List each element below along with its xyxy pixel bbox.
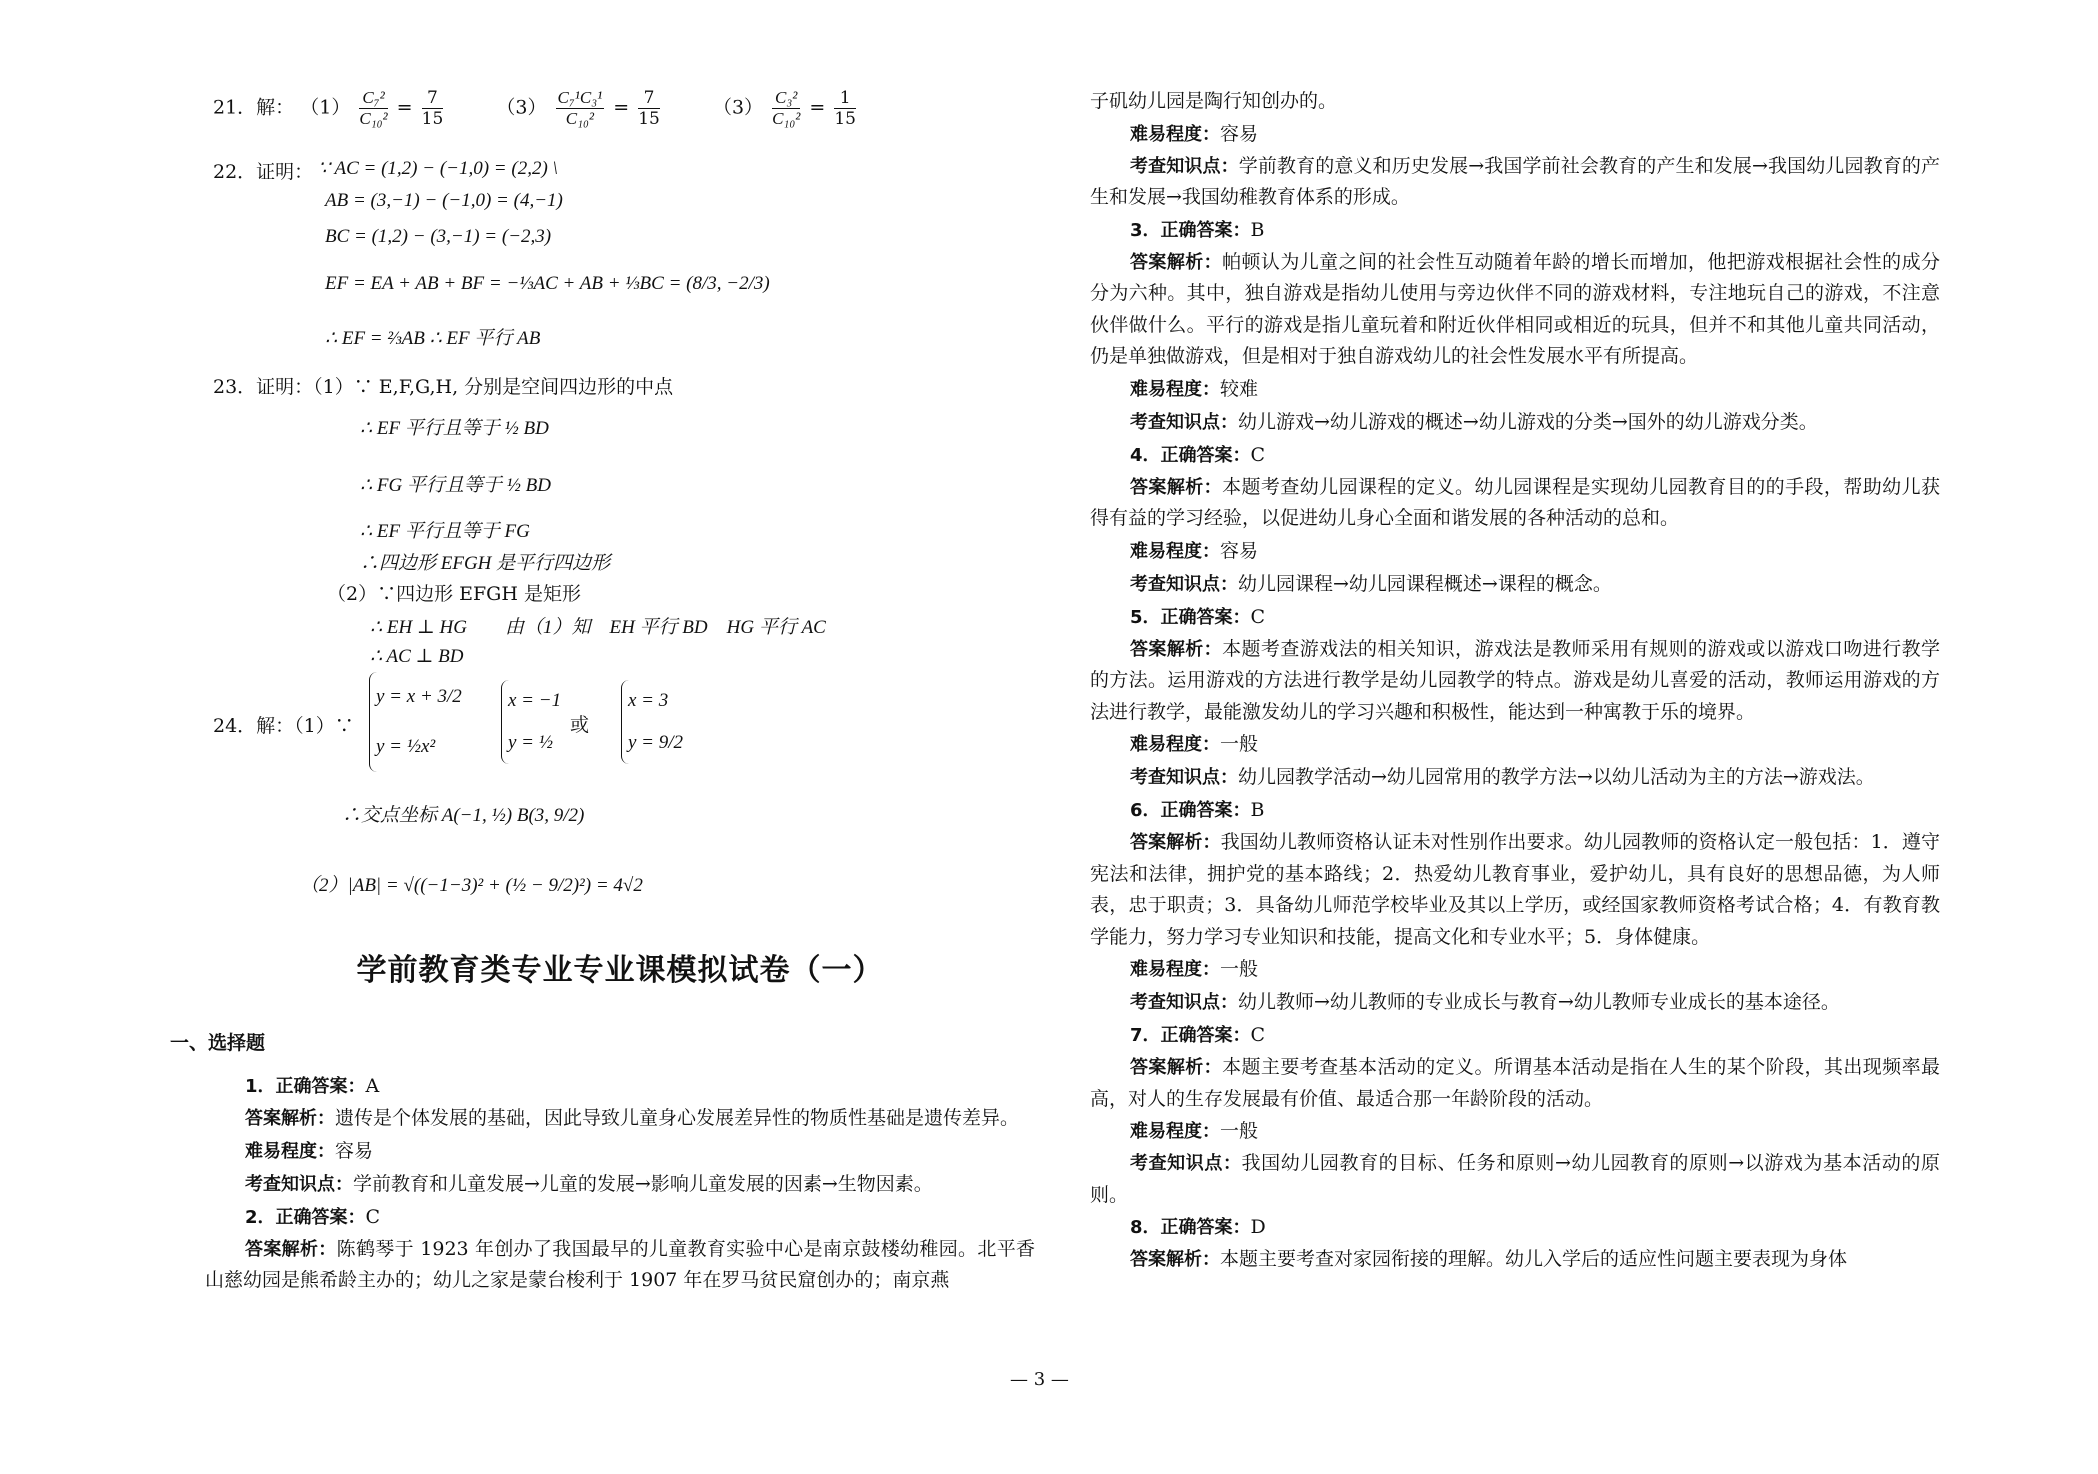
answer-value: B [1250,799,1265,821]
answer-value: 幼儿园课程→幼儿园课程概述→课程的概念。 [1238,572,1612,595]
q23-line5: （2）∵四边形 EFGH 是矩形 [327,583,581,605]
answer-value: 我国幼儿园教育的目标、任务和原则→幼儿园教育的原则→以游戏为基本活动的原则。 [1090,1152,1941,1206]
answer-key: 1．正确答案： [245,1076,366,1097]
answer-key: 答案解析： [245,1238,337,1260]
answer-value: 容易 [335,1139,374,1162]
answer-value: 一般 [1220,958,1259,980]
answer-item [1090,1148,1940,1211]
answer-key: 答案解析： [1130,638,1223,660]
answer-key: 答案解析： [1130,1057,1223,1078]
answer-key: 答案解析： [1130,251,1223,273]
answer-item [1090,214,1940,247]
answer-value: 陈鹤琴于 1923 年创办了我国最早的儿童教育实验中心是南京鼓楼幼稚园。北平香山慈幼园是熊希龄主办的；幼儿之家是蒙台梭利于 1907 年在罗马贫民窟创办的；南京燕 [205,1237,1036,1291]
answer-value: 遗传是个体发展的基础，因此导致儿童身心发展差异性的物质性基础是遗传差异。 [335,1107,1020,1129]
q21-frac3: $\frac{\text{C₃²}}{\text{C₁₀²}}$ [772,88,801,128]
answer-item [1090,1211,1940,1244]
answer-value: 一般 [1220,1120,1259,1142]
answer-item [205,1103,1035,1135]
answer-key: 5．正确答案： [1130,606,1251,628]
answer-value: 帕顿认为儿童之间的社会性互动随着年龄的增长而增加，他把游戏根据社会性的成分分为六种。其中，独自游戏是指幼儿使用与旁边伙伴不同的游戏材料，专注地玩自己的游戏，不注意伙伴做什么。平行的游戏是指儿童玩着和附近伙伴相同或相近的玩具，但并不和其他儿童共同活动，仍是单独做游戏，但是相对于独自游戏幼儿的社会性发展水平有所提高。 [1090,250,1940,367]
answer-item [1090,151,1940,214]
answer-item [1090,827,1940,953]
answer-item [1090,953,1940,986]
answer-key: 答案解析： [1130,476,1223,498]
answer-value: 幼儿游戏→幼儿游戏的概述→幼儿游戏的分类→国外的幼儿游戏分类。 [1238,410,1818,433]
answer-value: C [1250,605,1266,628]
q21-label: 21．解： [213,96,295,119]
answer-key: 考查知识点： [1130,155,1239,177]
answer-item [1090,373,1940,406]
answer-value: 幼儿教师→幼儿教师的专业成长与教育→幼儿教师专业成长的基本途径。 [1238,991,1840,1013]
answer-key: 难易程度： [1130,378,1220,400]
answer-value: 本题考查游戏法的相关知识，游戏法是教师采用有规则的游戏或以游戏口吻进行教学的方法。运用游戏的方法进行教学是幼儿园教学的特点。游戏是幼儿喜爱的活动，教师运用游戏的方法进行教学，最能激发幼儿的学习兴趣和积极性，能达到一种寓教于乐的境界。 [1090,637,1940,723]
q23-line2: ∴ FG 平行且等于 ½ BD [360,475,551,496]
answer-value: 本题考查幼儿园课程的定义。幼儿园课程是实现幼儿园教育目的的手段，帮助幼儿获得有益的学习经验，以促进幼儿身心全面和谐发展的各种活动的总和。 [1090,475,1940,529]
answer-item [1090,986,1940,1019]
q23-line6: ∴ EH ⊥ HG 由（1）知 EH 平行 BD HG 平行 AC [370,617,826,638]
answer-key: 考查知识点： [1130,573,1238,595]
answer-key: 难易程度： [1130,1121,1220,1142]
exam-title: 学前教育类专业专业课模拟试卷（一） [356,953,884,988]
answer-key: 4．正确答案： [1130,444,1251,466]
q22-line2: AB = (3,−1) − (−1,0) = (4,−1) [325,190,563,211]
answer-item [1090,406,1940,439]
answer-key: 6．正确答案： [1130,800,1251,821]
answer-item [1090,535,1940,568]
answer-item [1090,794,1940,827]
answer-item [1090,1115,1940,1148]
q23-line7: ∴ AC ⊥ BD [370,646,464,667]
q23-label: 23．证明：（1）∵ E,F,G,H, 分别是空间四边形的中点 [213,376,674,398]
answer-item [205,1135,1035,1168]
answer-value: 子矶幼儿园是陶行知创办的。 [1090,90,1338,112]
q23-line3: ∴ EF 平行且等于 FG [360,521,530,542]
answer-item [1090,86,1940,118]
q21-result2: $\frac{7}{15}$ [638,88,660,129]
q24-system-3: x = 3 y = 9/2 [617,680,683,764]
answer-value: D [1250,1216,1266,1238]
q21-part1: （1） [300,96,351,119]
answer-key: 答案解析： [1130,832,1221,853]
answer-key: 难易程度： [1130,959,1220,980]
q21-part2: （3） [496,96,547,119]
page-number: — 3 — [1010,1369,1069,1390]
answer-item [1090,1019,1940,1052]
answer-item [1090,568,1940,601]
answer-key: 难易程度： [1130,540,1220,562]
answer-key: 难易程度： [1130,123,1220,145]
q24-line3: （2）|AB| = √((−1−3)² + (½ − 9/2)²) = 4√2 [300,875,643,896]
answer-item [1090,1052,1940,1115]
answer-item [205,1201,1035,1234]
answer-key: 考查知识点： [1130,411,1238,433]
answer-key: 8．正确答案： [1130,1217,1251,1238]
answer-key: 考查知识点： [245,1173,353,1195]
answer-value: 容易 [1220,122,1259,145]
answer-item [1090,439,1940,472]
q23-line1: ∴ EF 平行且等于 ½ BD [360,418,549,439]
q22-line3: BC = (1,2) − (3,−1) = (−2,3) [325,226,552,247]
answer-value: 我国幼儿教师资格认证未对性别作出要求。幼儿园教师的资格认定一般包括：1．遵守宪法和法律，拥护党的基本路线；2．热爱幼儿教育事业，爱护幼儿，具有良好的思想品德，为人师表，忠于职责；3．具备幼儿师范学校毕业及其以上学历，或经国家教师资格考试合格；4．有教育教学能力，努力学习专业知识和技能，提高文化和专业水平；5．身体健康。 [1090,831,1941,948]
answer-key: 考查知识点： [1130,992,1238,1013]
answer-value: B [1250,218,1265,241]
answer-value: 本题主要考查对家园衔接的理解。幼儿入学后的适应性问题主要表现为身体 [1220,1248,1848,1270]
answer-key: 7．正确答案： [1130,1025,1251,1046]
q24-system-2: x = −1 y = ½ [497,680,561,764]
q24-or: 或 [570,714,590,736]
answer-key: 答案解析： [245,1108,335,1129]
answer-value: 本题主要考查基本活动的定义。所谓基本活动是指在人生的某个阶段，其出现频率最高，对人的生存发展最有价值、最适合那一年龄阶段的活动。 [1090,1056,1940,1110]
q22-line5: ∴ EF = ⅔AB ∴ EF 平行 AB [325,328,541,349]
q21-row: 21．解： （1） $\frac{\text{C₇²}}{\text{C₁₀²}}$ = $\frac{7}{15}$ （3） $\frac{\text{C₇¹C₃¹}}{\text{C₁₀²}}$ = $\frac{7}{15}$ （3） $\frac{\text{C₃²}}{\text{C₁₀²}}$ = $\frac{1}{15}$ [213,88,856,129]
answer-item [1090,601,1940,634]
answer-key: 3．正确答案： [1130,219,1251,241]
answer-value: C [365,1205,381,1228]
answer-key: 考查知识点： [1130,767,1238,788]
answer-item [1090,634,1940,729]
answer-value: 学前教育的意义和历史发展→我国学前社会教育的产生和发展→我国幼儿园教育的产生和发展→我国幼稚教育体系的形成。 [1090,154,1941,208]
q21-frac2: $\frac{\text{C₇¹C₃¹}}{\text{C₁₀²}}$ [557,88,603,128]
answer-item [1090,761,1940,794]
q24-label: 24．解：（1）∵ [213,715,354,737]
q23-line4: ∴四边形 EFGH 是平行四边形 [360,553,611,574]
answer-value: 一般 [1220,733,1259,755]
q24-line2: ∴交点坐标 A(−1, ½) B(3, 9/2) [342,805,585,826]
answer-item [1090,118,1940,151]
answer-key: 难易程度： [1130,734,1220,755]
left-answers [205,1070,1035,1297]
answer-value: C [1250,1024,1266,1046]
answer-value: C [1250,443,1266,466]
q22-line4: EF = EA + AB + BF = −⅓AC + AB + ⅓BC = (8/3, −2/3) [325,273,770,294]
answer-key: 考查知识点： [1130,1153,1242,1174]
q24-system-1: y = x + 3/2 y = ½x² [365,672,462,772]
answer-item [1090,1244,1940,1276]
right-answers [1090,86,1940,1276]
answer-item [1090,472,1940,535]
q21-result3: $\frac{1}{15}$ [834,88,856,129]
answer-item [205,1070,1035,1103]
answer-key: 2．正确答案： [245,1206,366,1228]
q22-label: 22．证明： [213,161,314,183]
answer-item [205,1168,1035,1201]
answer-item [1090,728,1940,761]
answer-value: 较难 [1220,377,1259,400]
answer-item [205,1234,1035,1297]
answer-value: 学前教育和儿童发展→儿童的发展→影响儿童发展的因素→生物因素。 [353,1172,933,1195]
answer-value: A [365,1075,380,1097]
answer-item [1090,247,1940,373]
answer-value: 容易 [1220,539,1259,562]
q21-result1: $\frac{7}{15}$ [421,88,444,129]
answer-value: 幼儿园教学活动→幼儿园常用的教学方法→以幼儿活动为主的方法→游戏法。 [1238,766,1875,788]
q21-frac1: $\frac{\text{C₇²}}{\text{C₁₀²}}$ [359,88,388,128]
q22-line1: ∵ AC = (1,2) − (−1,0) = (2,2) \ [318,158,558,179]
answer-key: 答案解析： [1130,1249,1220,1270]
answer-key: 难易程度： [245,1140,335,1162]
section-title: 一、选择题 [170,1032,266,1054]
q21-part3: （3） [712,96,764,119]
